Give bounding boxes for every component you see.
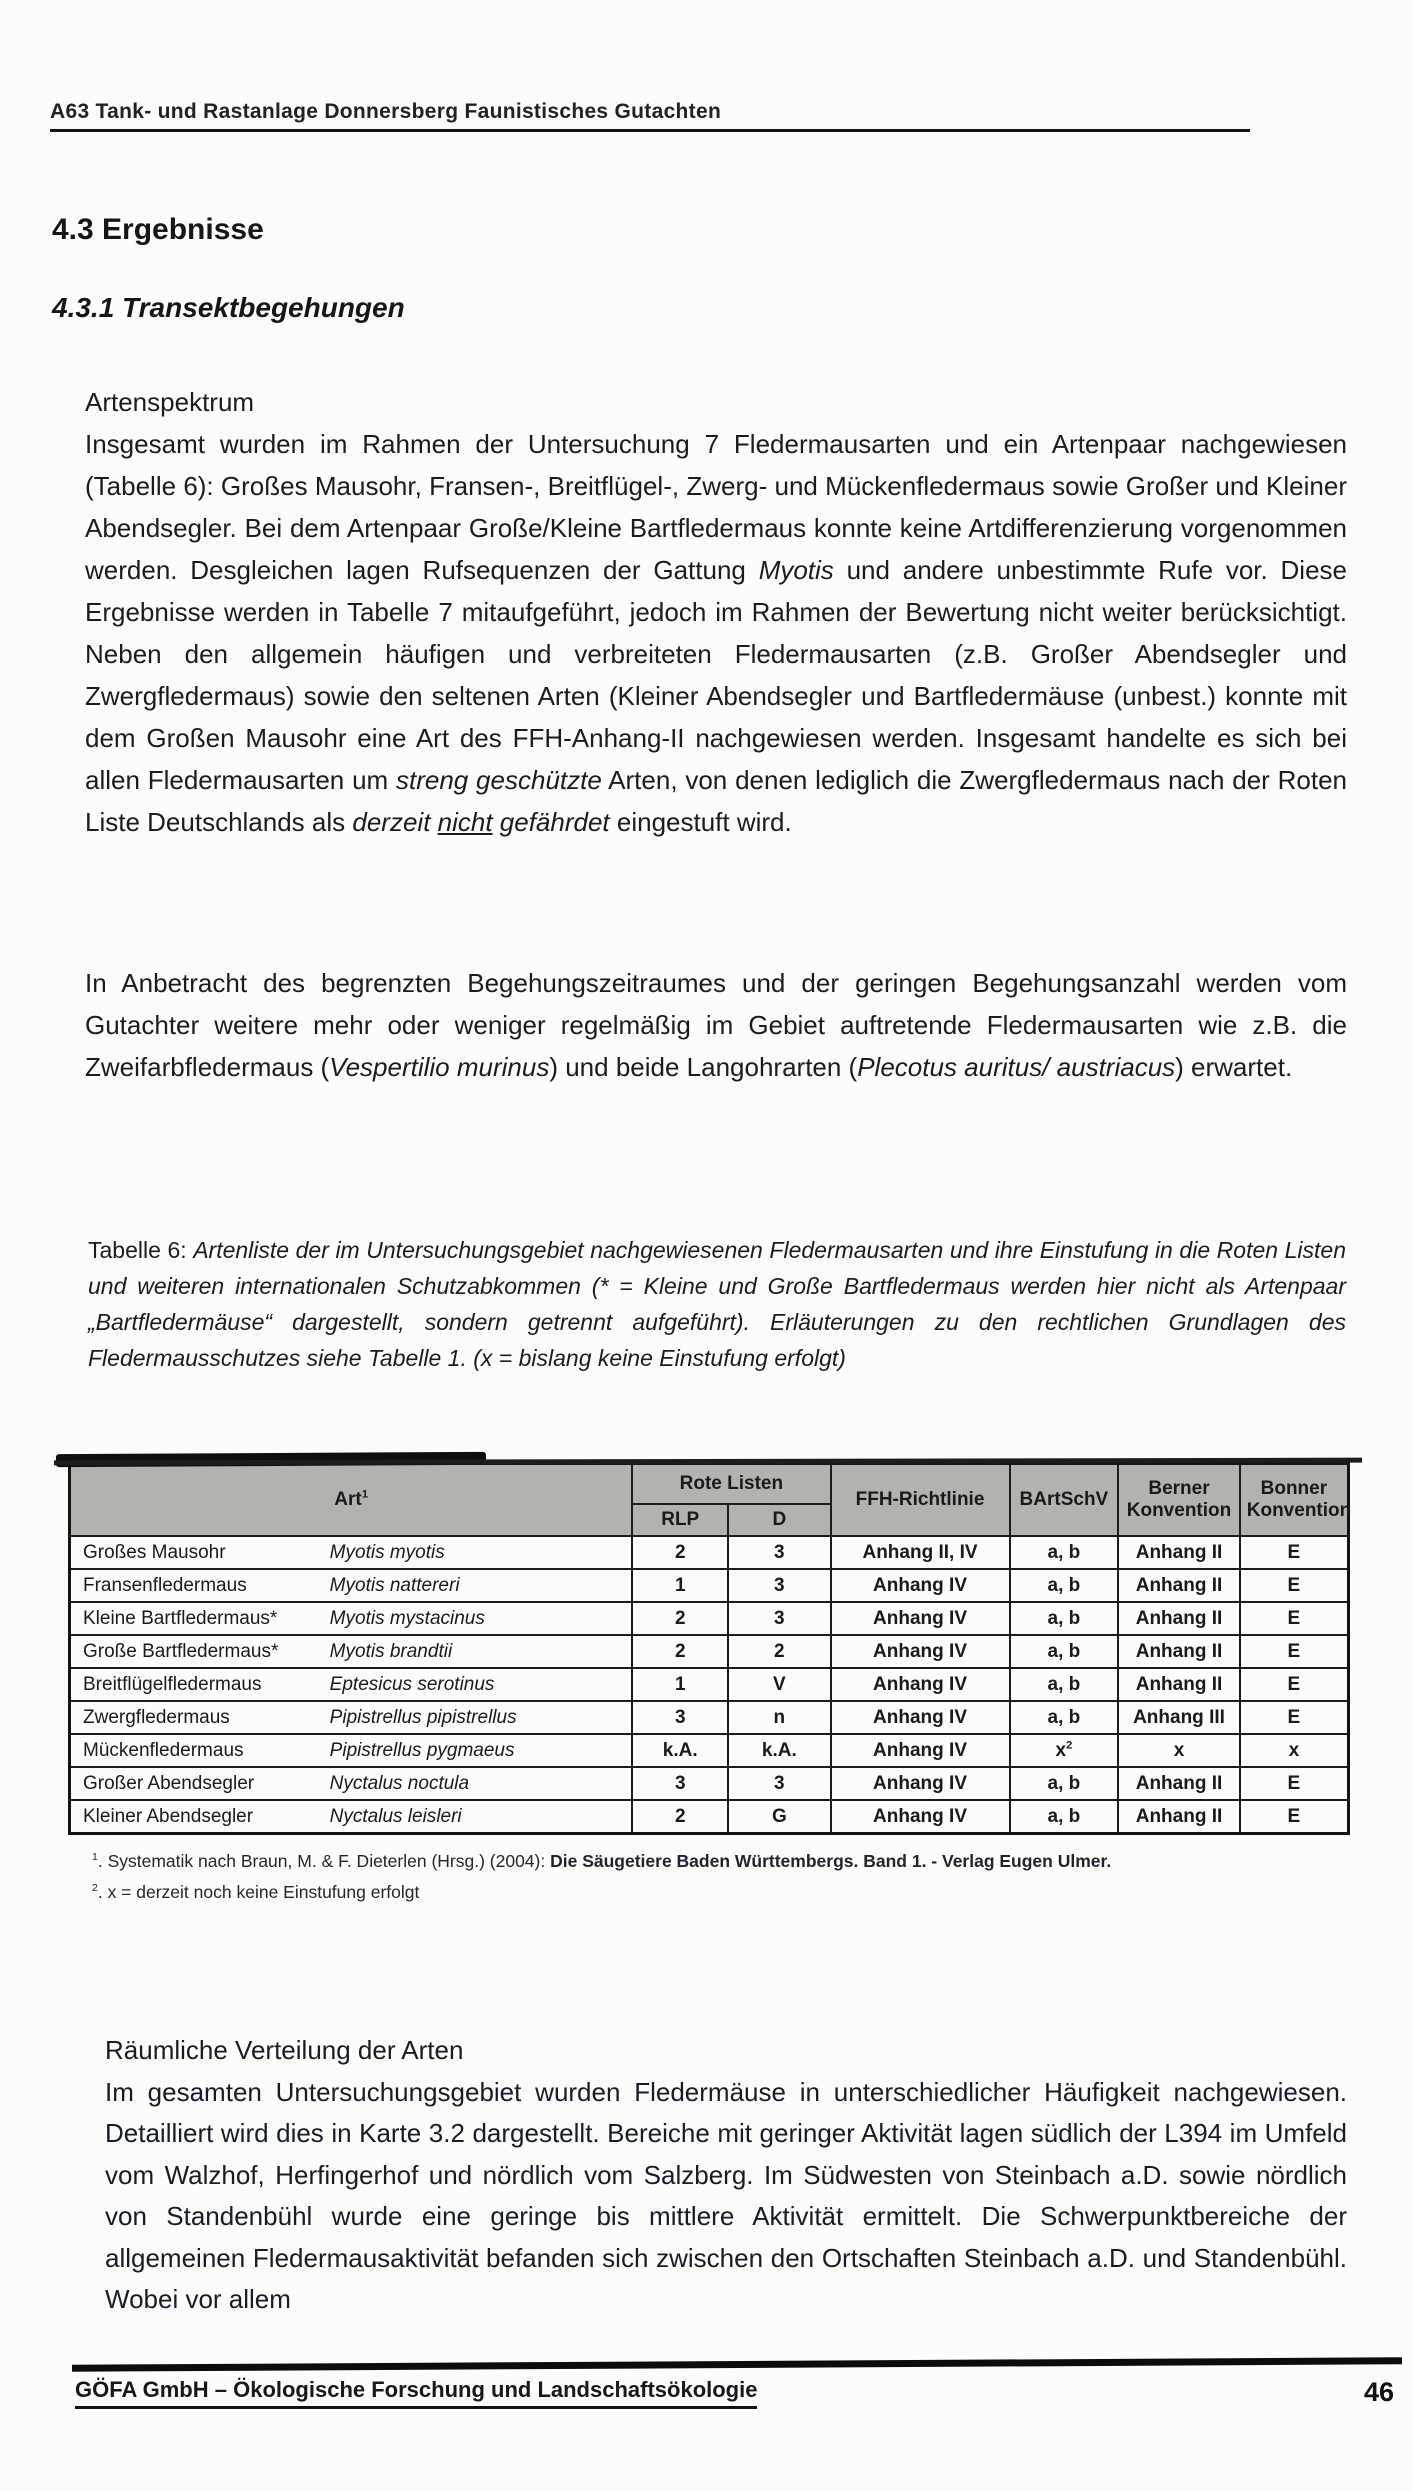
table-row: [70, 1800, 1349, 1834]
species-latin-name: Eptesicus serotinus: [329, 1673, 495, 1695]
cell-bonner: E: [1240, 1668, 1349, 1701]
footer-company: GÖFA GmbH – Ökologische Forschung und Landschaftsökologie: [75, 2377, 757, 2409]
col-header-bartschv: BArtSchV: [1010, 1464, 1119, 1537]
species-common-name: Große Bartfledermaus*: [83, 1640, 279, 1662]
emphasis-streng-geschuetzte: streng geschützte: [396, 765, 602, 795]
cell-berner: Anhang II: [1118, 1668, 1240, 1701]
cell-d: V: [728, 1668, 830, 1701]
footnote: $^1$. Systematik nach Braun, M. & F. Dieterlen (Hrsg.) (2004): Die Säugetiere Baden Württembergs. Band 1. - Verlag Eugen Ulmer.: [92, 1851, 1112, 1871]
cell-berner: x: [1118, 1734, 1240, 1767]
footer-rule: [72, 2357, 1402, 2371]
col-header-ffh: FFH-Richtlinie: [831, 1464, 1010, 1537]
cell-berner: Anhang II: [1118, 1767, 1240, 1800]
species-table-wrapper: [68, 1462, 1350, 1835]
latin-name-myotis: Myotis: [758, 555, 834, 585]
subsection-heading: 4.3.1 Transektbegehungen: [52, 292, 405, 323]
cell-bartschv: a, b: [1010, 1800, 1119, 1834]
cell-rlp: k.A.: [632, 1734, 728, 1767]
table-row: [70, 1701, 1349, 1734]
cell-bonner: E: [1240, 1635, 1349, 1668]
cell-bonner: x: [1240, 1734, 1349, 1767]
cell-rlp: 1: [632, 1668, 728, 1701]
cell-d: k.A.: [728, 1734, 830, 1767]
cell-bartschv: a, b: [1010, 1767, 1119, 1800]
footnotes: [92, 1846, 1272, 1908]
cell-rlp: 2: [632, 1602, 728, 1635]
cell-ffh: Anhang IV: [831, 1734, 1010, 1767]
table-row: [70, 1536, 1349, 1569]
cell-bonner: E: [1240, 1536, 1349, 1569]
page-footer: [75, 2377, 1400, 2409]
latin-name-vespertilio: Vespertilio murinus: [329, 1052, 550, 1082]
cell-bartschv: a, b: [1010, 1701, 1119, 1734]
cell-rlp: 1: [632, 1569, 728, 1602]
col-header-art: Art$^1$: [70, 1464, 633, 1537]
cell-bartschv: a, b: [1010, 1668, 1119, 1701]
p2-text: ) erwartet.: [1175, 1052, 1293, 1082]
cell-berner: Anhang III: [1118, 1701, 1240, 1734]
cell-d: 3: [728, 1767, 830, 1800]
cell-bonner: E: [1240, 1602, 1349, 1635]
species-common-name: Kleiner Abendsegler: [83, 1805, 254, 1827]
col-header-rote-listen: Rote Listen: [632, 1464, 830, 1505]
cell-bartschv: a, b: [1010, 1635, 1119, 1668]
cell-bonner: E: [1240, 1800, 1349, 1834]
species-table-head: [70, 1464, 1352, 1537]
cell-ffh: Anhang II, IV: [831, 1536, 1010, 1569]
table-row: [70, 1569, 1349, 1602]
cell-rlp: 2: [632, 1635, 728, 1668]
running-header: A63 Tank- und Rastanlage Donnersberg Faunistisches Gutachten: [50, 100, 1250, 132]
footnote-marker: 2: [92, 1882, 98, 1895]
cell-rlp: 3: [632, 1767, 728, 1800]
expectation-block: [85, 962, 1347, 1088]
cell-berner: Anhang II: [1118, 1635, 1240, 1668]
species-common-name: Kleine Bartfledermaus*: [83, 1607, 278, 1629]
cell-bonner: E: [1240, 1767, 1349, 1800]
p1-text: Arten, von denen lediglich die Zwergfledermaus nach der Roten Liste Deutschlands als: [85, 765, 1348, 837]
col-header-rlp: RLP: [632, 1504, 728, 1536]
cell-ffh: Anhang IV: [831, 1701, 1010, 1734]
species-latin-name: Myotis mystacinus: [329, 1607, 485, 1629]
cell-ffh: Anhang IV: [831, 1668, 1010, 1701]
species-latin-name: Pipistrellus pipistrellus: [329, 1706, 517, 1728]
col-header-berner: Berner Konvention: [1118, 1464, 1240, 1537]
species-latin-name: Nyctalus leisleri: [329, 1805, 462, 1827]
emphasis-derzeit: derzeit: [352, 807, 438, 837]
cell-bonner: E: [1240, 1701, 1349, 1734]
section-heading: 4.3 Ergebnisse: [52, 213, 264, 246]
species-common-name: Großes Mausohr: [83, 1541, 226, 1563]
p2-text: ) und beide Langohrarten (: [549, 1052, 858, 1082]
species-common-name: Großer Abendsegler: [83, 1772, 255, 1794]
species-common-name: Mückenfledermaus: [83, 1739, 244, 1761]
cell-bartschv: a, b: [1010, 1536, 1119, 1569]
cell-bartschv: a, b: [1010, 1569, 1119, 1602]
cell-d: n: [728, 1701, 830, 1734]
cell-d: 3: [728, 1569, 830, 1602]
artenspektrum-label: Artenspektrum: [85, 387, 255, 417]
spatial-heading: Räumliche Verteilung der Arten: [105, 2035, 464, 2065]
cell-berner: Anhang II: [1118, 1800, 1240, 1834]
p2-text: In Anbetracht des begrenzten Begehungszeitraumes und der geringen Begehungsanzahl werden vom Gutachter weitere mehr oder weniger regelmäßig im Gebiet auftretende Fledermausarten wie z.B. die Zweifarbfledermaus (: [85, 968, 1347, 1082]
footnote: $^2$. x = derzeit noch keine Einstufung erfolgt: [92, 1882, 420, 1902]
artenspektrum-block: [85, 381, 1347, 843]
page-number: 46: [1363, 2377, 1394, 2407]
species-latin-name: Pipistrellus pygmaeus: [329, 1739, 515, 1761]
species-latin-name: Myotis brandtii: [329, 1640, 453, 1662]
species-common-name: Fransenfledermaus: [83, 1574, 247, 1596]
paragraph-expected-species: [85, 962, 1347, 1088]
cell-d: 3: [728, 1602, 830, 1635]
cell-bonner: E: [1240, 1569, 1349, 1602]
table-row: [70, 1668, 1349, 1701]
table-row: [70, 1635, 1349, 1668]
cell-ffh: Anhang IV: [831, 1569, 1010, 1602]
species-latin-name: Myotis myotis: [329, 1541, 445, 1563]
species-table: [68, 1462, 1350, 1835]
cell-berner: Anhang II: [1118, 1569, 1240, 1602]
cell-bartschv: a, b: [1010, 1602, 1119, 1635]
emphasis-gefaehrdet: gefährdet: [492, 807, 610, 837]
cell-d: 2: [728, 1635, 830, 1668]
cell-berner: Anhang II: [1118, 1536, 1240, 1569]
table-caption-text: Artenliste der im Untersuchungsgebiet nachgewiesenen Fledermausarten und ihre Einstufung in die Roten Listen und weiteren internationalen Schutzabkommen (* = Kleine und Große Bartfledermaus werden hier nicht als Artenpaar „Bartfledermäuse“ dargestellt, sondern getrennt aufgeführt). Erläuterungen zu den rechtlichen Grundlagen des Fledermausschutzes siehe Tabelle 1. (x = bislang keine Einstufung erfolgt): [88, 1237, 1346, 1371]
cell-ffh: Anhang IV: [831, 1602, 1010, 1635]
art-footnote-marker: 1: [361, 1488, 369, 1501]
cell-ffh: Anhang IV: [831, 1635, 1010, 1668]
cell-footnote-marker: 2: [1066, 1739, 1073, 1752]
cell-bartschv: $x^2$: [1010, 1734, 1119, 1767]
species-common-name: Breitflügelfledermaus: [83, 1673, 262, 1695]
table-row: [70, 1602, 1349, 1635]
table-row: [70, 1734, 1349, 1767]
cell-ffh: Anhang IV: [831, 1800, 1010, 1834]
p1-text: Insgesamt wurden im Rahmen der Untersuchung 7 Fledermausarten und ein Artenpaar nachgewiesen (Tabelle 6): Großes Mausohr, Fransen-, Breitflügel-, Zwerg- und Mückenfledermaus sowie Großer und Kleiner Abendsegler. Bei dem Artenpaar Große/Kleine Bartfledermaus konnte keine Artdifferenzierung vorgenommen werden. Desgleichen lagen Rufsequenzen der Gattung: [85, 429, 1347, 585]
spatial-paragraph: Im gesamten Untersuchungsgebiet wurden Fledermäuse in unterschiedlicher Häufigkeit nachgewiesen. Detailliert wird dies in Karte 3.2 dargestellt. Bereiche mit geringer Aktivität lagen südlich der L394 im Umfeld vom Walzhof, Herfingerhof und nördlich vom Salzberg. Im Südwesten von Steinbach a.D. sowie nördlich von Standenbühl wurde eine geringe bis mittlere Aktivität ermittelt. Die Schwerpunktbereiche der allgemeinen Fledermausaktivität befanden sich zwischen den Ortschaften Steinbach a.D. und Standenbühl. Wobei vor allem: [105, 2076, 1347, 2314]
cell-rlp: 2: [632, 1800, 728, 1834]
species-common-name: Zwergfledermaus: [83, 1706, 230, 1728]
spatial-distribution-block: [105, 2030, 1347, 2321]
paragraph-species-spectrum: [85, 423, 1347, 843]
species-table-body: [70, 1536, 1349, 1834]
cell-d: G: [728, 1800, 830, 1834]
p1-text: und andere unbestimmte Rufe vor. Diese Ergebnisse werden in Tabelle 7 mitaufgeführt, jedoch im Rahmen der Bewertung nicht weiter berücksichtigt. Neben den allgemein häufigen und verbreiteten Fledermausarten (z.B. Großer Abendsegler und Zwergfledermaus) sowie den seltenen Arten (Kleiner Abendsegler und Bartfledermäuse (unbest.) konnte mit dem Großen Mausohr eine Art des FFH-Anhang-II nachgewiesen werden. Insgesamt handelte es sich bei allen Fledermausarten um: [85, 555, 1347, 795]
cell-ffh: Anhang IV: [831, 1767, 1010, 1800]
table-caption: [88, 1232, 1346, 1376]
cell-berner: Anhang II: [1118, 1602, 1240, 1635]
species-latin-name: Myotis nattereri: [329, 1574, 460, 1596]
p1-text: eingestuft wird.: [609, 807, 792, 837]
cell-d: 3: [728, 1536, 830, 1569]
cell-rlp: 2: [632, 1536, 728, 1569]
col-header-bonner: Bonner Konvention: [1240, 1464, 1349, 1537]
cell-rlp: 3: [632, 1701, 728, 1734]
table-caption-label: Tabelle 6:: [88, 1237, 194, 1263]
emphasis-nicht-underlined: nicht: [437, 807, 493, 837]
col-header-d: D: [728, 1504, 830, 1536]
table-row: [70, 1767, 1349, 1800]
footnote-marker: 1: [92, 1851, 98, 1864]
latin-name-plecotus: Plecotus auritus/ austriacus: [857, 1052, 1176, 1082]
species-latin-name: Nyctalus noctula: [329, 1772, 470, 1794]
